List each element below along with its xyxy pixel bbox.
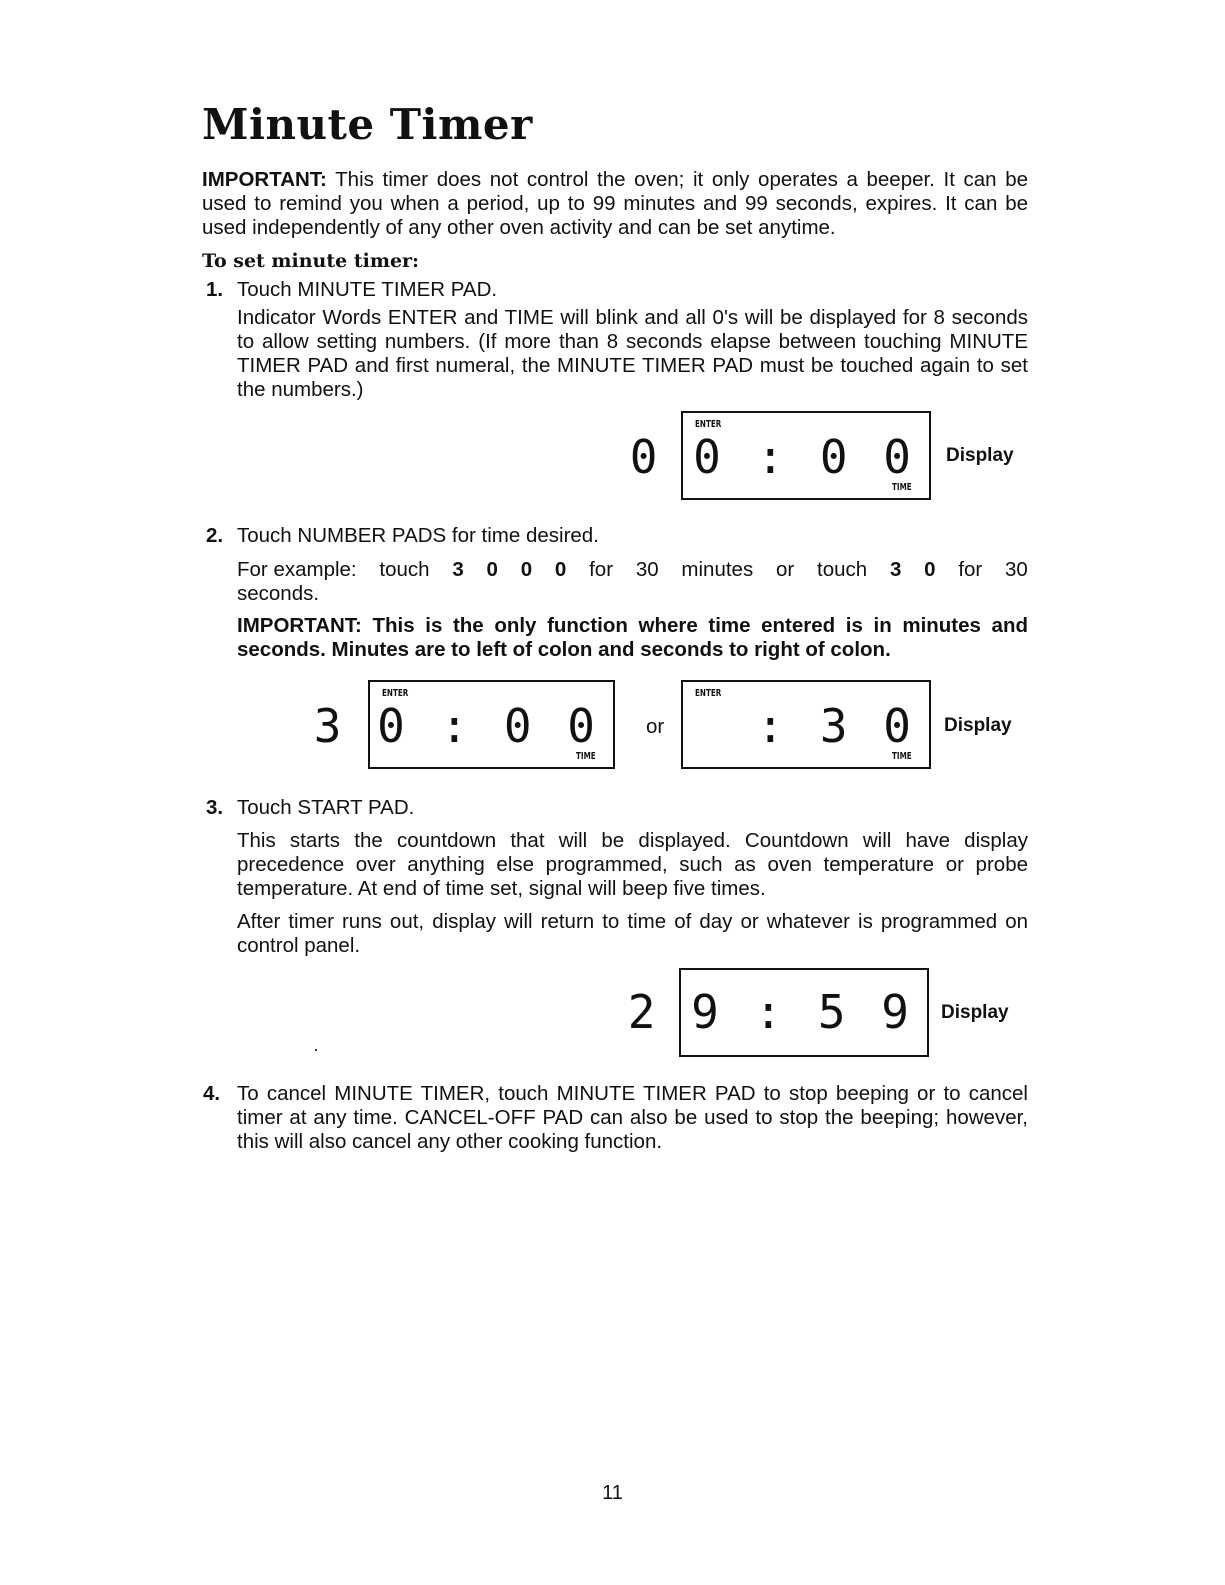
example-digit: 3 (889, 558, 902, 581)
step-4-number: 4. (203, 1082, 221, 1105)
example-touch-2: touch (817, 558, 868, 581)
scan-speck (315, 1049, 317, 1051)
example-lead: For example: (237, 558, 357, 581)
step-2-heading: Touch NUMBER PADS for time desired. (237, 524, 599, 547)
display-3-enter-indicator: ENTER (695, 688, 722, 699)
example-digit: 0 (486, 558, 498, 581)
step-2-important: IMPORTANT: This is the only function where time entered is in minutes and seconds. Minutes are to left of colon and seconds to right of colon. (237, 614, 1028, 661)
step-1-number: 1. (206, 278, 224, 301)
section-subhead: To set minute timer: (202, 250, 420, 272)
step-4-body: To cancel MINUTE TIMER, touch MINUTE TIMER PAD to stop beeping or to cancel timer at any time. CANCEL-OFF PAD can also be used to stop the beeping; however, this will also cancel any other cooking function. (237, 1082, 1028, 1153)
intro-important-label: IMPORTANT: (202, 168, 327, 191)
example-for-2: for (958, 558, 983, 581)
example-or: or (775, 558, 795, 581)
display-3-time-indicator: TIME (892, 751, 913, 762)
display-4-label: Display (941, 1002, 1009, 1023)
display-3-label: Display (944, 715, 1012, 736)
example-30-seconds: 30 (1005, 558, 1028, 581)
display-4-digits: 2 9 : 5 9 (627, 985, 913, 1039)
example-touch-1: touch (379, 558, 430, 581)
display-3 (681, 680, 931, 769)
display-1-time-indicator: TIME (892, 482, 913, 493)
intro-paragraph (202, 168, 1028, 240)
display-1-digits: 0 0 : 0 0 (629, 430, 915, 484)
step-3-number: 3. (206, 796, 224, 819)
page-title: Minute Timer (202, 100, 533, 149)
display-1 (629, 411, 931, 500)
example-digit: 0 (924, 558, 936, 581)
page-number: 11 (602, 1482, 623, 1504)
step-1-body: Indicator Words ENTER and TIME will blink and all 0's will be displayed for 8 seconds to allow setting numbers. (If more than 8 seconds elapse between touching MINUTE TIMER PAD and first numeral, the MINUTE TIMER PAD must be touched again to set the numbers.) (237, 306, 1028, 401)
example-line (237, 558, 1028, 582)
step-1-heading: Touch MINUTE TIMER PAD. (237, 278, 498, 301)
display-3-digits: : 3 0 (756, 699, 915, 753)
example-30-minutes: 30 (635, 558, 659, 581)
example-seconds: seconds. (237, 582, 320, 605)
display-1-label: Display (946, 445, 1014, 466)
or-text: or (646, 715, 665, 738)
example-for-1: for (589, 558, 614, 581)
example-digit: 3 (452, 558, 464, 581)
example-digit: 0 (554, 558, 567, 581)
display-2-digits: 3 0 : 0 0 (313, 699, 599, 753)
step-2-number: 2. (206, 524, 224, 547)
display-2-enter-indicator: ENTER (382, 688, 409, 699)
example-digit: 0 (520, 558, 533, 581)
intro-text: This timer does not control the oven; it only operates a beeper. It can be used to remind you when a period, up to 99 minutes and 99 seconds, expires. It can be used independently of any other oven activity and can be set anytime. (202, 168, 1029, 239)
display-2-time-indicator: TIME (576, 751, 597, 762)
display-1-enter-indicator: ENTER (695, 419, 722, 430)
step-2-example (237, 558, 1028, 606)
display-2 (313, 680, 615, 769)
display-4 (627, 968, 929, 1057)
step-3-body: This starts the countdown that will be displayed. Countdown will have display precedence over anything else programmed, such as oven temperature or probe temperature. At end of time set, signal will beep five times. (237, 829, 1028, 900)
step-3-body-2: After timer runs out, display will return to time of day or whatever is programmed on control panel. (237, 910, 1028, 957)
step-3-heading: Touch START PAD. (237, 796, 415, 819)
example-minutes: minutes (681, 558, 754, 581)
